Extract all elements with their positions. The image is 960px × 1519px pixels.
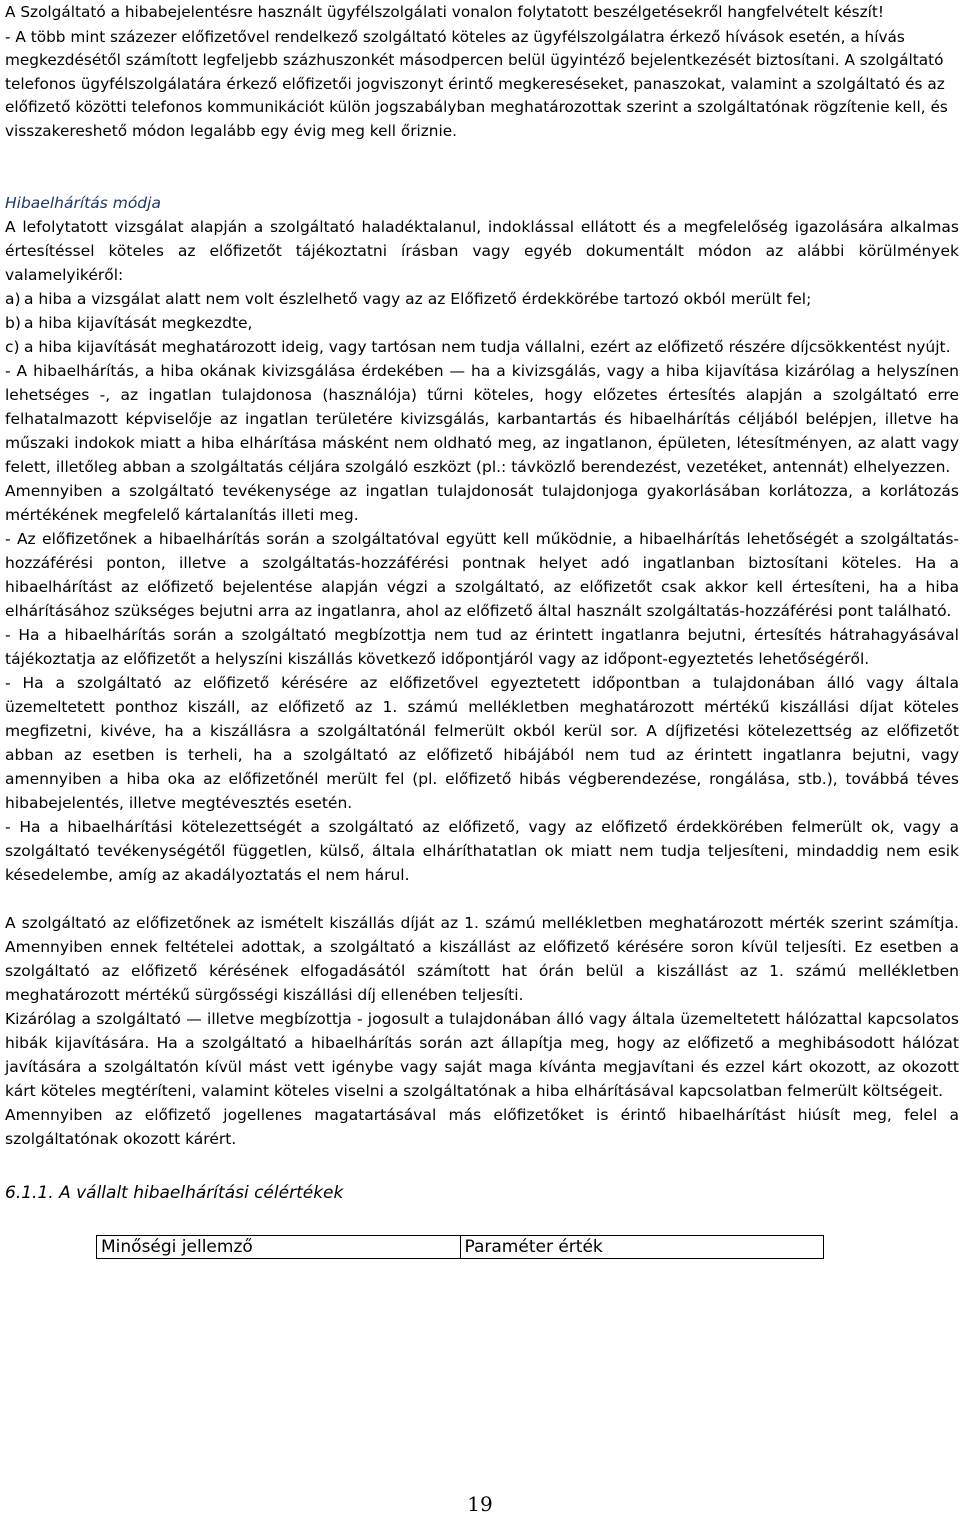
document-page [5,0,959,1259]
list-item [5,287,959,311]
body-paragraph: - A hibaelhárítás, a hiba okának kivizsgálása érdekében — ha a kivizsgálás, vagy a hiba kijavítása kizárólag a helyszínen lehetséges -, az ingatlan tulajdonosa (használója) tűrni köteles, hogy előzetes értesítés alapján a szolgáltató erre felhatalmazott képviselője az ingatlan területére kivizsgálás, karbantartás és hibaelhárítás céljából belépjen, illetve ha műszaki indokok miatt a hiba elhárítása másként nem oldható meg, az ingatlanon, épületen, létesítményen, az alatt vagy felett, illetőleg abban a szolgáltatás céljára szolgáló eszközt (pl.: távközlő berendezést, vezetéket, antennát) elhelyezzen. [5,362,959,476]
body-paragraph: - Az előfizetőnek a hibaelhárítás során a szolgáltatóval együtt kell működnie, a hibaelhárítás lehetőségét a szolgáltatás-hozzáférési ponton, illetve a szolgáltatás-hozzáférési pontnak helyet adó ingatlanban biztosítani köteles. Ha a hibaelhárítást az előfizető bejelentése alapján végzi a szolgáltató, az előfizetőt csak akkor kell értesíteni, ha a hiba elhárításához szükséges bejutni arra az ingatlanra, ahol az előfizető által használt szolgáltatás-hozzáférési pont található. [5,530,959,620]
table-row [97,1236,824,1259]
list-marker: b) [5,314,21,332]
subsection-title: 6.1.1. A vállalt hibaelhárítási célértékek [5,1183,344,1203]
intro-paragraph-waiting-time-text: - A több mint százezer előfizetővel rendelkező szolgáltató köteles az ügyfélszolgálatra érkező hívások esetén, a hívás megkezdésétől számított legfeljebb százhuszonkét másodpercen belül ügyintéző bejelentkezését biztosítani. [5,27,905,69]
intro-paragraph-waiting-time [5,25,959,144]
body-paragraph: A szolgáltató az előfizetőnek az ismételt kiszállás díját az 1. számú mellékletben meghatározott mérték szerint számítja. Amennyiben ennek feltételei adottak, a szolgáltató a kiszállást az előfizető kérésére soron kívül teljesíti. Ez esetben a szolgáltató az előfizető kérésének elfogadásától számított hat órán belül a kiszállást az 1. számú mellékletben meghatározott mértékű sürgősségi kiszállási díj ellenében teljesíti. [5,914,959,1004]
table-header-quality: Minőségi jellemző [97,1236,461,1259]
section-intro: A lefolytatott vizsgálat alapján a szolgáltató haladéktalanul, indoklással ellátott és a megfelelőség igazolására alkalmas értesítéssel köteles az előfizetőt tájékoztatni írásban vagy egyéb dokumentált módon az alábbi körülmények valamelyikéről: [5,218,959,284]
body-paragraph: - Ha a szolgáltató az előfizető kérésére az előfizetővel egyeztetett időpontban a tulajdonában álló vagy általa üzemeltetett ponthoz kiszáll, az előfizető az 1. számú mellékletben meghatározott mértékű kiszállási díjat köteles megfizetni, kivéve, ha a kiszállásra a szolgáltatónál felmerült okból kerül sor. A díjfizetési kötelezettség az előfizetőt abban az esetben is terheli, ha a szolgáltató az előfizető hibájából nem tud az érintett ingatlanra bejutni, vagy amennyiben a hiba oka az előfizetőnél merült fel (pl. előfizető hibás végberendezése, rongálása, stb.), továbbá téves hibabejelentés, illetve megtévesztés esetén. [5,674,959,812]
list-text: a hiba a vizsgálat alatt nem volt észlelhető vagy az az Előfizető érdekkörébe tartozó okból merült fel; [24,290,812,308]
list-marker: c) [5,338,20,356]
intro-paragraph-recording: A Szolgáltató a hibabejelentésre használt ügyfélszolgálati vonalon folytatott beszélgetésekről hangfelvételt készít! [5,3,884,21]
table-header-parameter: Paraméter érték [460,1236,824,1259]
body-paragraph: Kizárólag a szolgáltató — illetve megbízottja - jogosult a tulajdonában álló vagy általa üzemeltetett hálózattal kapcsolatos hibák kijavítására. Ha a szolgáltató a hibaelhárítás során azt állapítja meg, hogy az előfizető a meghibásodott hálózat javítására a szolgáltatón kívül mást vett igénybe vagy saját maga kívánta megjavítani és ezzel kárt okozott, az okozott kárt köteles megtéríteni, valamint köteles viselni a szolgáltatónak a hiba elhárításával kapcsolatban felmerült költségeit. [5,1010,959,1100]
body-paragraph: - Ha a hibaelhárítási kötelezettségét a szolgáltató az előfizető, vagy az előfizető érdekkörében felmerült ok, vagy a szolgáltató tevékenységétől független, külső, általa elháríthatatlan ok miatt nem tudja teljesíteni, mindaddig nem esik késedelembe, amíg az akadályoztatás el nem hárul. [5,818,959,884]
intro-paragraph-record-keeping-text: A szolgáltató telefonos ügyfélszolgálatára érkező előfizetői jogviszonyt érintő megkereséseket, panaszokat, valamint a szolgáltató és az előfizető közötti telefonos kommunikációt külön jogszabályban meghatározottak szerint a szolgáltatónak rögzítenie kell, és visszakereshető módon legalább egy évig meg kell őriznie. [5,51,948,140]
list-item [5,311,959,335]
list-item [5,335,959,359]
list-marker: a) [5,290,21,308]
body-paragraph: Amennyiben az előfizető jogellenes magatartásával más előfizetőket is érintő hibaelhárítást hiúsít meg, felel a szolgáltatónak okozott kárért. [5,1106,959,1148]
body-paragraph: Amennyiben a szolgáltató tevékenysége az ingatlan tulajdonosát tulajdonjoga gyakorlásában korlátozza, a korlátozás mértékének megfelelő kártalanítás illeti meg. [5,482,959,524]
section-title-troubleshooting: Hibaelhárítás módja [5,194,161,212]
list-text: a hiba kijavítását meghatározott ideig, vagy tartósan nem tudja vállalni, ezért az előfizető részére díjcsökkentést nyújt. [24,338,951,356]
body-paragraph: - Ha a hibaelhárítás során a szolgáltató megbízottja nem tud az érintett ingatlanra bejutni, értesítés hátrahagyásával tájékoztatja az előfizetőt a helyszíni kiszállás következő időpontjáról vagy az időpont-egyeztetés lehetőségéről. [5,626,959,668]
target-values-table [96,1235,824,1259]
list-text: a hiba kijavítását megkezdte, [24,314,253,332]
page-number: 19 [467,1492,493,1516]
